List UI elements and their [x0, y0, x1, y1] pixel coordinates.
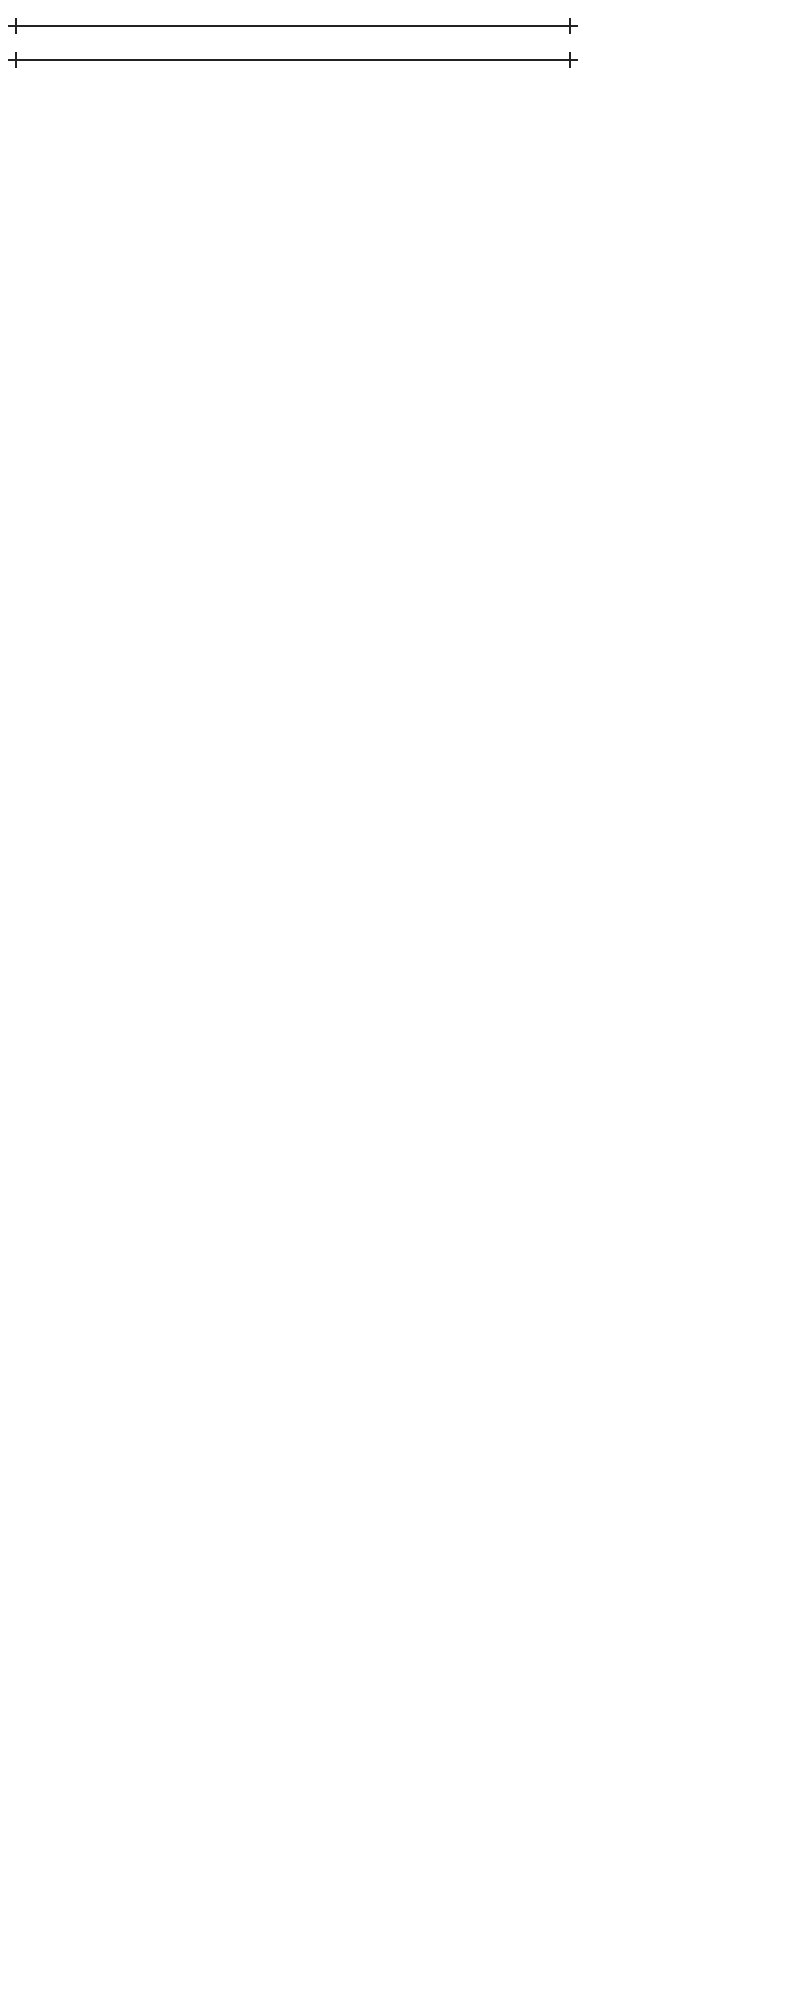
plus-icon [562, 18, 578, 34]
thread [8, 8, 792, 164]
main-post [8, 18, 792, 68]
divider-top [8, 18, 578, 34]
plus-icon [562, 52, 578, 68]
divider-bottom [8, 52, 578, 68]
